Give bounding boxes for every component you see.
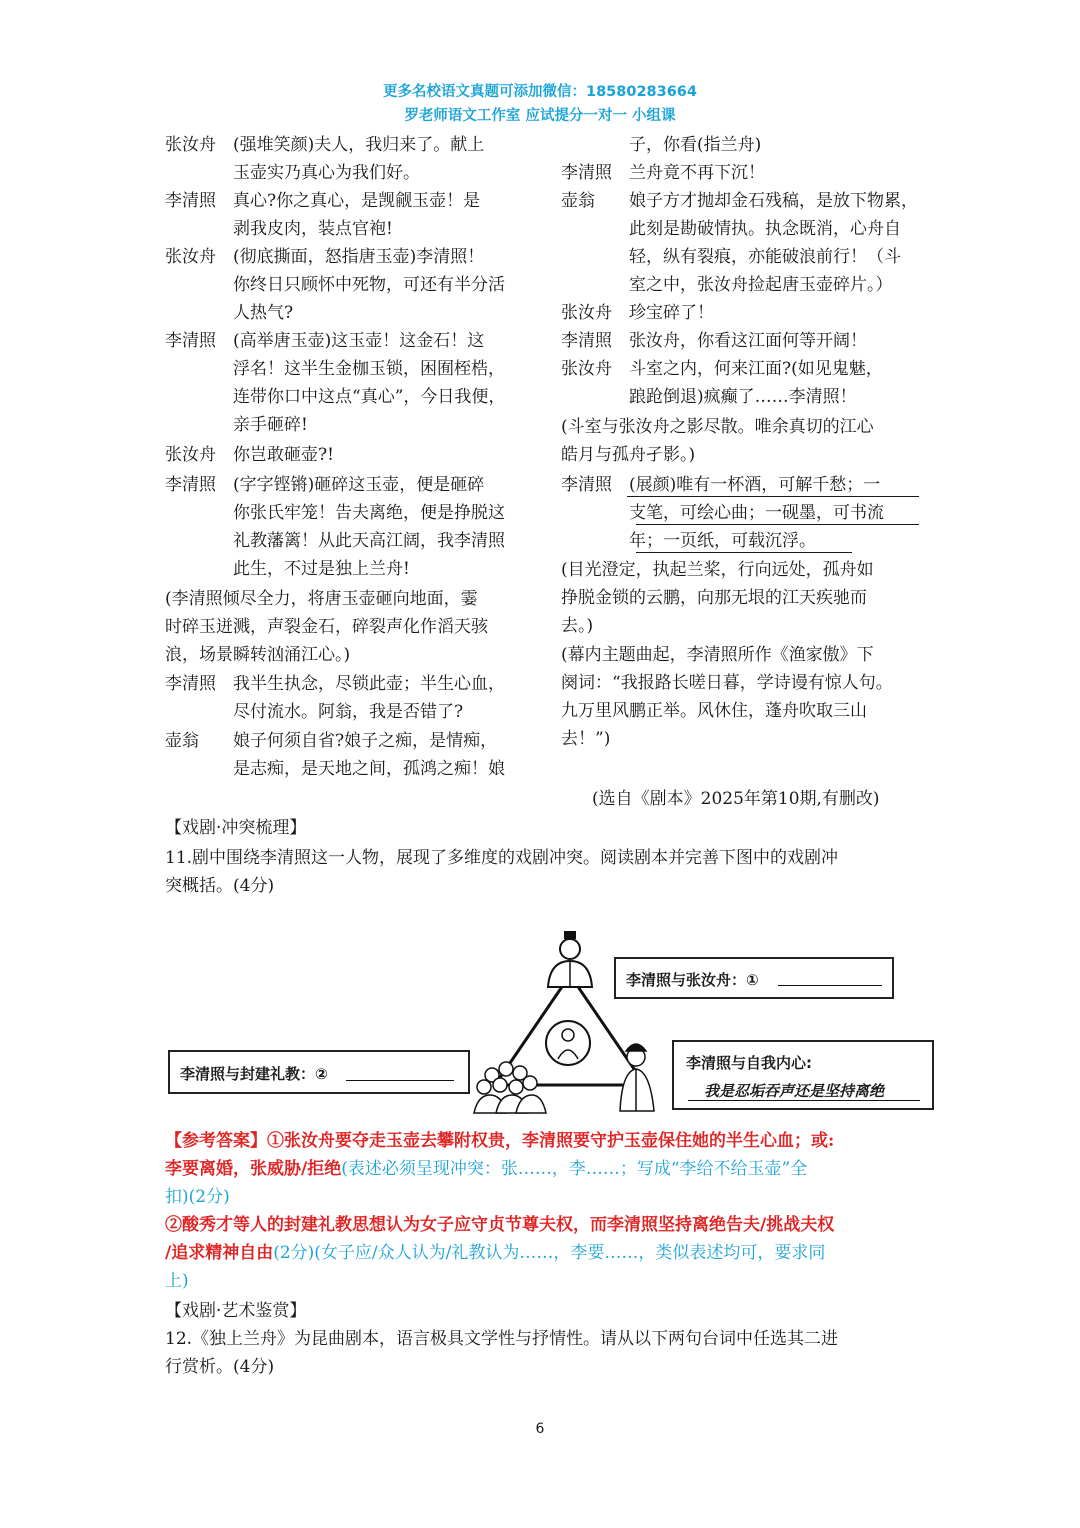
script-line: 此生，不过是独上兰舟!: [165, 559, 410, 579]
script-line: 张汝舟 (强堆笑颜)夫人，我归来了。献上: [165, 135, 485, 155]
stage-direction: 浪，场景瞬转汹涌江心。): [165, 645, 351, 665]
script-line: 浮名！这半生金枷玉锁，困囿桎梏，: [165, 359, 505, 379]
script-line: 子，你看(指兰舟): [561, 135, 762, 155]
stage-direction: 挣脱金锁的云鹏，向那无垠的江天疾驰而: [561, 588, 867, 608]
script-line: 李清照 兰舟竟不再下沉！: [561, 163, 765, 183]
script-line: 张汝舟 珍宝碎了！: [561, 303, 714, 323]
answer-line: [165, 1238, 825, 1263]
stage-direction: 去！”): [561, 729, 611, 749]
script-line: 你张氏牢笼！告夫离绝，便是挣脱这: [165, 503, 505, 523]
conflict-box-label: 李清照与封建礼教：②: [180, 1065, 328, 1083]
script-line: 室之中，张汝舟捡起唐玉壶碎片。）: [561, 275, 893, 295]
answer-blank: [778, 985, 882, 986]
stage-direction: 皓月与孤舟孑影。): [561, 445, 696, 465]
answer-line: 【参考答案】①张汝舟要夺走玉壶去攀附权贵，李清照要守护玉壶保住她的半生心血；或:: [165, 1131, 835, 1151]
script-line: 壶翁 娘子何须自省?娘子之痴，是情痴，: [165, 731, 498, 751]
answer-line: ②酸秀才等人的封建礼教思想认为女子应守贞节尊夫权，而李清照坚持离绝告夫/挑战夫权: [165, 1215, 835, 1235]
conflict-box-zhang: [614, 957, 894, 999]
conflict-box-label: 李清照与张汝舟：①: [626, 971, 759, 989]
script-line: 你终日只顾怀中死物，可还有半分活: [165, 275, 505, 295]
stage-direction: (李清照倾尽全力，将唐玉壶砸向地面，霎: [165, 589, 478, 609]
question-12-line: 12.《独上兰舟》为昆曲剧本，语言极具文学性与抒情性。请从以下两句台词中任选其二进: [165, 1329, 839, 1349]
question-12-line: 行赏析。(4分): [165, 1357, 275, 1377]
stage-direction: 九万里风鹏正举。风休住，蓬舟吹取三山: [561, 701, 867, 721]
script-line: 玉壶实乃真心为我们好。: [165, 163, 420, 183]
stage-direction: (幕内主题曲起，李清照所作《渔家傲》下: [561, 645, 874, 665]
question-11-line: 突概括。(4分): [165, 876, 275, 896]
conflict-triangle-illustration: [470, 925, 670, 1115]
script-line: 亲手砸碎!: [165, 415, 308, 435]
answer-line: [165, 1154, 807, 1179]
script-line: 李清照 (字字铿锵)砸碎这玉壶，便是砸碎: [165, 475, 485, 495]
script-line: 张汝舟 (彻底撕面，怒指唐玉壶)李清照！: [165, 247, 485, 267]
answer-note-blue: 上): [165, 1271, 189, 1291]
script-line: 张汝舟 你岂敢砸壶?!: [165, 445, 334, 465]
page-number: 6: [535, 1421, 545, 1437]
underline-mark: [636, 552, 852, 553]
answer-note-blue: (2分)(女子应/众人认为/礼教认为……，李要……，类似表述均可，要求同: [273, 1243, 826, 1263]
script-line: 剥我皮肉，装点官袍!: [165, 219, 393, 239]
question-11-line: 11.剧中围绕李清照这一人物，展现了多维度的戏剧冲突。阅读剧本并完善下图中的戏剧冲: [165, 848, 839, 868]
script-line: 李清照 (展颜)唯有一杯酒，可解千愁；一: [561, 475, 881, 495]
stage-direction: 时碎玉迸溅，声裂金石，碎裂声化作滔天骇: [165, 617, 488, 637]
conflict-box-feudal-ethics: [168, 1050, 470, 1094]
header-studio-line: 罗老师语文工作室 应试提分一对一 小组课: [404, 108, 676, 124]
script-line: 李清照 (高举唐玉壶)这玉壶！这金石！这: [165, 331, 485, 351]
script-line: 人热气?: [165, 303, 294, 323]
stage-direction: 去。): [561, 616, 594, 636]
underline-mark: [636, 524, 919, 525]
conflict-box-handwritten-answer: 我是忍垢吞声还是坚持离绝: [704, 1082, 885, 1100]
script-line: 壶翁 娘子方才抛却金石残稿，是放下物累，: [561, 191, 918, 211]
answer-text-red: /追求精神自由: [165, 1243, 274, 1263]
header-wechat-line: 更多名校语文真题可添加微信：18580283664: [383, 84, 697, 100]
script-line: 连带你口中这点“真心”，今日我便，: [165, 387, 506, 407]
script-line: 张汝舟 斗室之内，何来江面?(如见鬼魅，: [561, 359, 883, 379]
answer-text-red: 李要离婚，张威胁/拒绝: [165, 1159, 342, 1179]
script-line: 踉跄倒退)疯癫了……李清照！: [561, 387, 857, 407]
script-line: 李清照 真心?你之真心，是觊觎玉壶！是: [165, 191, 481, 211]
stage-direction: 阕词：“我报路长嗟日暮，学诗谩有惊人句。: [561, 673, 893, 693]
section-title: 【戏剧·艺术鉴赏】: [165, 1301, 307, 1321]
script-line: 李清照 张汝舟，你看这江面何等开阔！: [561, 331, 867, 351]
section-title: 【戏剧·冲突梳理】: [165, 818, 307, 838]
conflict-box-inner-self: [672, 1040, 934, 1110]
answer-note-blue: 扣)(2分): [165, 1187, 230, 1207]
answer-blank: [688, 1100, 920, 1101]
stage-direction: (目光澄定，执起兰桨，行向远处，孤舟如: [561, 560, 874, 580]
script-line: 年；一页纸，可载沉浮。: [561, 531, 816, 551]
answer-blank: [346, 1080, 454, 1081]
underline-mark: [627, 496, 919, 497]
source-citation: (选自《剧本》2025年第10期,有删改): [592, 789, 880, 809]
script-line: 是志痴，是天地之间，孤鸿之痴！娘: [165, 759, 505, 779]
stage-direction: (斗室与张汝舟之影尽散。唯余真切的江心: [561, 417, 874, 437]
script-line: 李清照 我半生执念，尽锁此壶；半生心血，: [165, 674, 505, 694]
script-line: 轻，纵有裂痕，亦能破浪前行！（斗: [561, 247, 901, 267]
script-line: 礼教藩篱！从此天高江阔，我李清照: [165, 531, 505, 551]
script-line: 此刻是勘破情执。执念既消，心舟自: [561, 219, 901, 239]
script-line: 支笔，可绘心曲；一砚墨，可书流: [561, 503, 884, 523]
script-line: 尽付流水。阿翁，我是否错了?: [165, 702, 464, 722]
conflict-box-label: 李清照与自我内心:: [686, 1054, 812, 1072]
answer-note-blue: (表述必须呈现冲突：张……，李……；写成“李给不给玉壶”全: [341, 1159, 808, 1179]
